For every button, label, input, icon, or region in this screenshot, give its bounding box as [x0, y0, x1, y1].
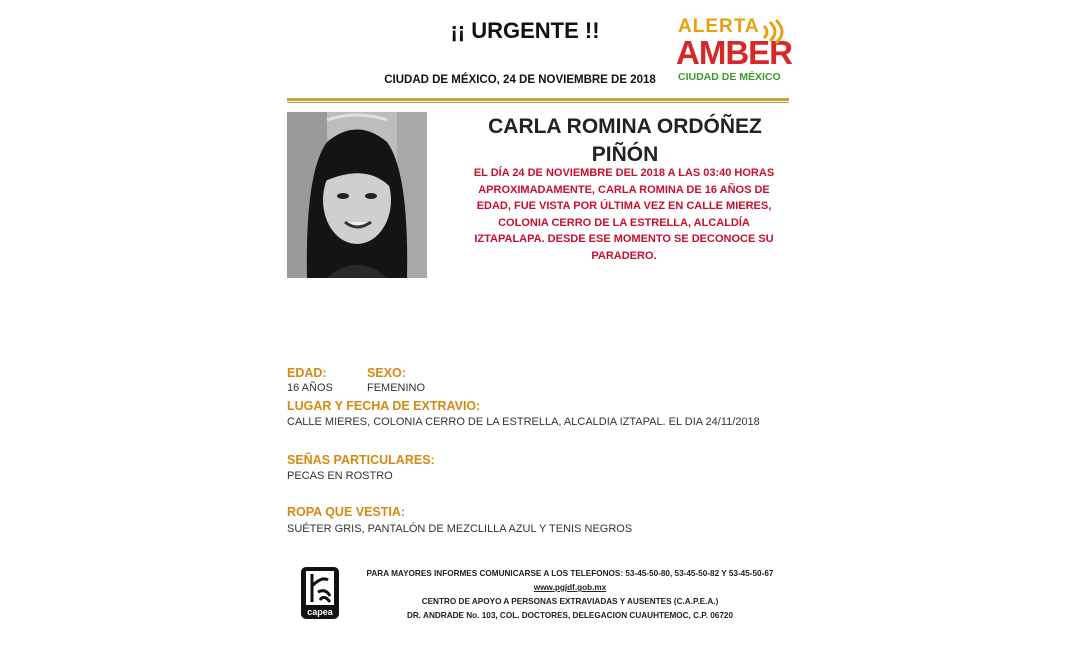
capea-logo — [300, 566, 340, 620]
signal-waves-icon — [760, 18, 786, 44]
header-rule — [287, 98, 789, 101]
person-name-line1: CARLA ROMINA ORDÓÑEZ — [488, 115, 762, 138]
page-title: ¡¡ URGENTE !! — [450, 18, 600, 43]
capea-logo-text: capea — [307, 607, 333, 617]
dateline: CIUDAD DE MÉXICO, 24 DE NOVIEMBRE DE 2018 — [384, 74, 656, 86]
person-name-line2: PIÑÓN — [591, 143, 659, 166]
age-value: 16 AÑOS — [287, 382, 333, 394]
logo-city-text: CIUDAD DE MÉXICO — [678, 71, 781, 83]
place-date-label: LUGAR Y FECHA DE EXTRAVIO: — [287, 399, 481, 413]
footer-address: DR. ANDRADE No. 103, COL. DOCTORES, DELEGACION CUAUHTEMOC, C.P. 06720 — [406, 611, 734, 620]
place-date-value: CALLE MIERES, COLONIA CERRO DE LA ESTRELLA, ALCALDIA IZTAPAL. EL DIA 24/11/2018 — [287, 416, 760, 428]
missing-person-photo — [287, 112, 427, 278]
clothing-value: SUÉTER GRIS, PANTALÓN DE MEZCLILLA AZUL Y TENIS NEGROS — [287, 523, 633, 535]
description-line: APROXIMADAMENTE, CARLA ROMINA DE 16 AÑOS DE — [478, 183, 770, 196]
contact-footer — [360, 567, 780, 623]
logo-amber-text: AMBER — [676, 34, 792, 71]
description-line: IZTAPALAPA. DESDE ESE MOMENTO SE DECONOCE SU — [474, 233, 774, 245]
description-line: COLONIA CERRO DE LA ESTRELLA, ALCALDÍA — [498, 216, 750, 229]
incident-description — [455, 165, 793, 264]
portrait-icon — [287, 112, 427, 278]
description-line: PARADERO. — [591, 249, 657, 262]
sex-label: SEXO: — [367, 366, 406, 380]
features-value: PECAS EN ROSTRO — [287, 470, 393, 482]
footer-center: CENTRO DE APOYO A PERSONAS EXTRAVIADAS Y AUSENTES (C.A.P.E.A.) — [421, 597, 719, 606]
footer-phones: PARA MAYORES INFORMES COMUNICARSE A LOS TELEFONOS: 53-45-50-80, 53-45-50-82 Y 53-45-50-67 — [366, 569, 774, 578]
description-line: EL DÍA 24 DE NOVIEMBRE DEL 2018 A LAS 03:40 HORAS — [473, 167, 775, 179]
clothing-label: ROPA QUE VESTIA: — [287, 505, 406, 519]
description-line: EDAD, FUE VISTA POR ÚLTIMA VEZ EN CALLE MIERES, — [476, 200, 772, 212]
person-name — [470, 113, 780, 169]
age-label: EDAD: — [287, 366, 327, 380]
sex-value: FEMENINO — [367, 382, 426, 394]
capea-logo-icon — [300, 566, 340, 620]
features-label: SEÑAS PARTICULARES: — [287, 453, 435, 467]
alerta-amber-logo — [672, 14, 792, 90]
header-rule-thin — [287, 102, 789, 103]
footer-url[interactable]: www.pgjdf.gob.mx — [533, 583, 607, 592]
logo-alerta-text: ALERTA — [678, 16, 760, 37]
